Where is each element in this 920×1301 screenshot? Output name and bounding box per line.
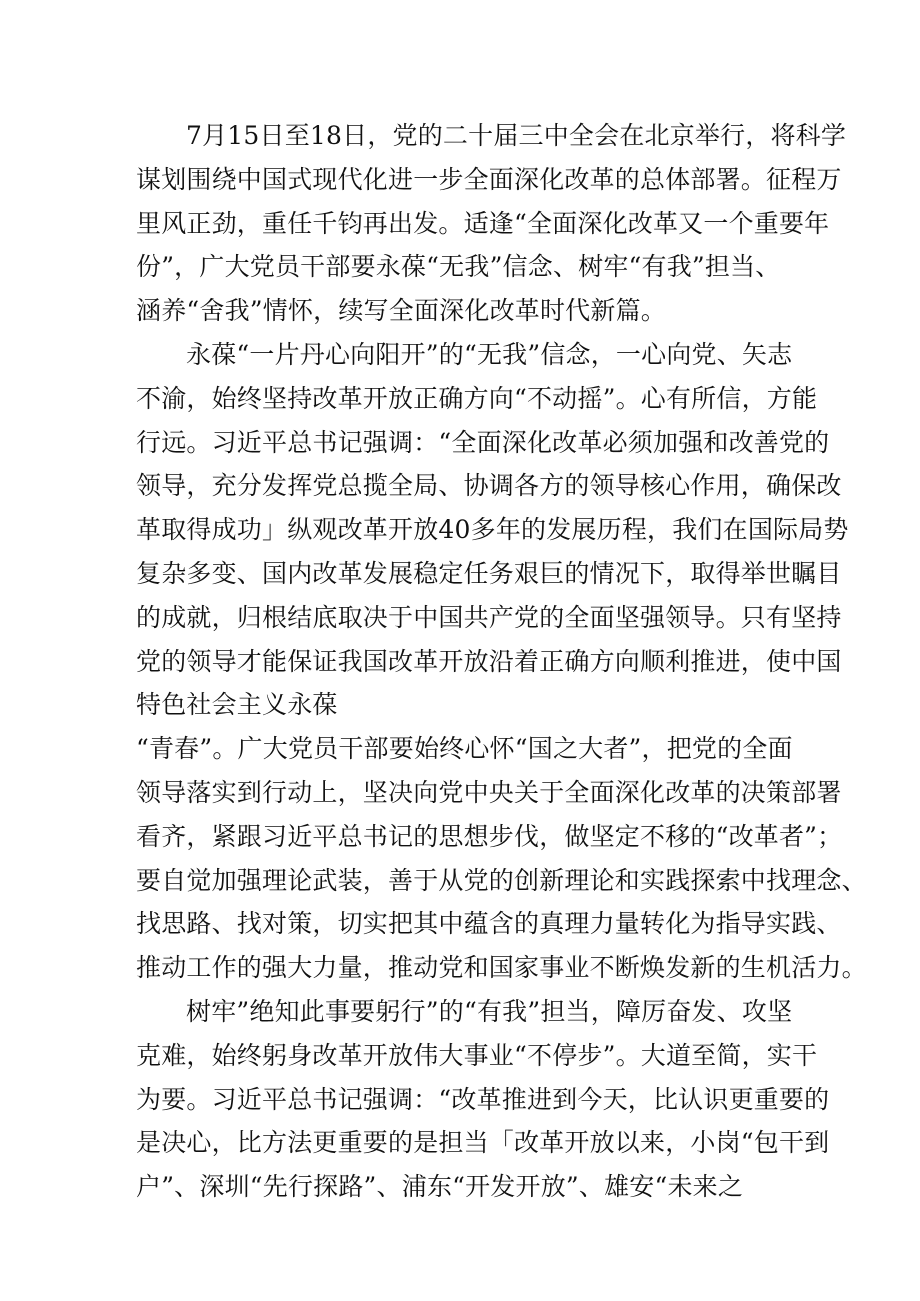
- text-line: 看齐，紧跟习近平总书记的思想步伐，做坚定不移的“改革者”；: [136, 821, 843, 851]
- text-line: 里风正劲，重任千钧再出发。适逢“全面深化改革又一个重要年: [136, 208, 830, 238]
- text-line: 谋划围绕中国式现代化进一步全面深化改革的总体部署。征程万: [136, 164, 842, 194]
- text-line: 找思路、找对策，切实把其中蕴含的真理力量转化为指导实践、: [136, 909, 842, 939]
- text-line: 为要。习近平总书记强调：“改革推进到今天，比认识更重要的: [136, 1084, 830, 1114]
- text-line: 份”，广大党员干部要永葆“无我”信念、树牢“有我”担当、: [136, 252, 781, 282]
- text-line: 领导落实到行动上，坚决向党中央关于全面深化改革的决策部署: [136, 777, 842, 807]
- text-line: 涵养“舍我”情怀，续写全面深化改革时代新篇。: [136, 296, 666, 326]
- text-line: 的成就，归根结底取决于中国共产党的全面坚强领导。只有坚持: [136, 602, 842, 632]
- text-line: 革取得成功」纵观改革开放40多年的发展历程，我们在国际局势: [136, 515, 849, 545]
- text-line: 党的领导才能保证我国改革开放沿着正确方向顺利推进，使中国: [136, 646, 842, 676]
- text-line: 行远。习近平总书记强调：“全面深化改革必须加强和改善党的: [136, 427, 830, 457]
- text-line: “青春”。广大党员干部要始终心怀“国之大者”，把党的全面: [136, 734, 793, 764]
- text-line: 树牢”绝知此事要躬行”的“有我”担当，障厉奋发、攻坚: [186, 996, 793, 1026]
- text-line: 领导，充分发挥党总揽全局、协调各方的领导核心作用，确保改: [136, 471, 842, 501]
- text-line: 不渝，始终坚持改革开放正确方向“不动摇”。心有所信，方能: [136, 383, 818, 413]
- text-line: 复杂多变、国内改革发展稳定任务艰巨的情况下，取得举世瞩目: [136, 558, 842, 588]
- text-line: 特色社会主义永葆: [136, 690, 338, 720]
- text-line: 永葆“一片丹心向阳开”的“无我”信念，一心向党、矢志: [186, 339, 793, 369]
- text-line: 推动工作的强大力量，推动党和国家事业不断焕发新的生机活力。: [136, 953, 867, 983]
- text-line: 是决心，比方法更重要的是担当「改革开放以来，小岗“包干到: [136, 1128, 830, 1158]
- text-line: 7月15日至18日，党的二十届三中全会在北京举行，将科学: [186, 121, 847, 150]
- text-line: 户”、深圳“先行探路”、浦东“开发开放”、雄安“未来之: [136, 1172, 744, 1202]
- article-body: [136, 114, 867, 1209]
- text-line: 克难，始终躬身改革开放伟大事业“不停步”。大道至简，实干: [136, 1040, 818, 1070]
- text-line: 要自觉加强理论武装，善于从党的创新理论和实践探索中找理念、: [136, 865, 867, 895]
